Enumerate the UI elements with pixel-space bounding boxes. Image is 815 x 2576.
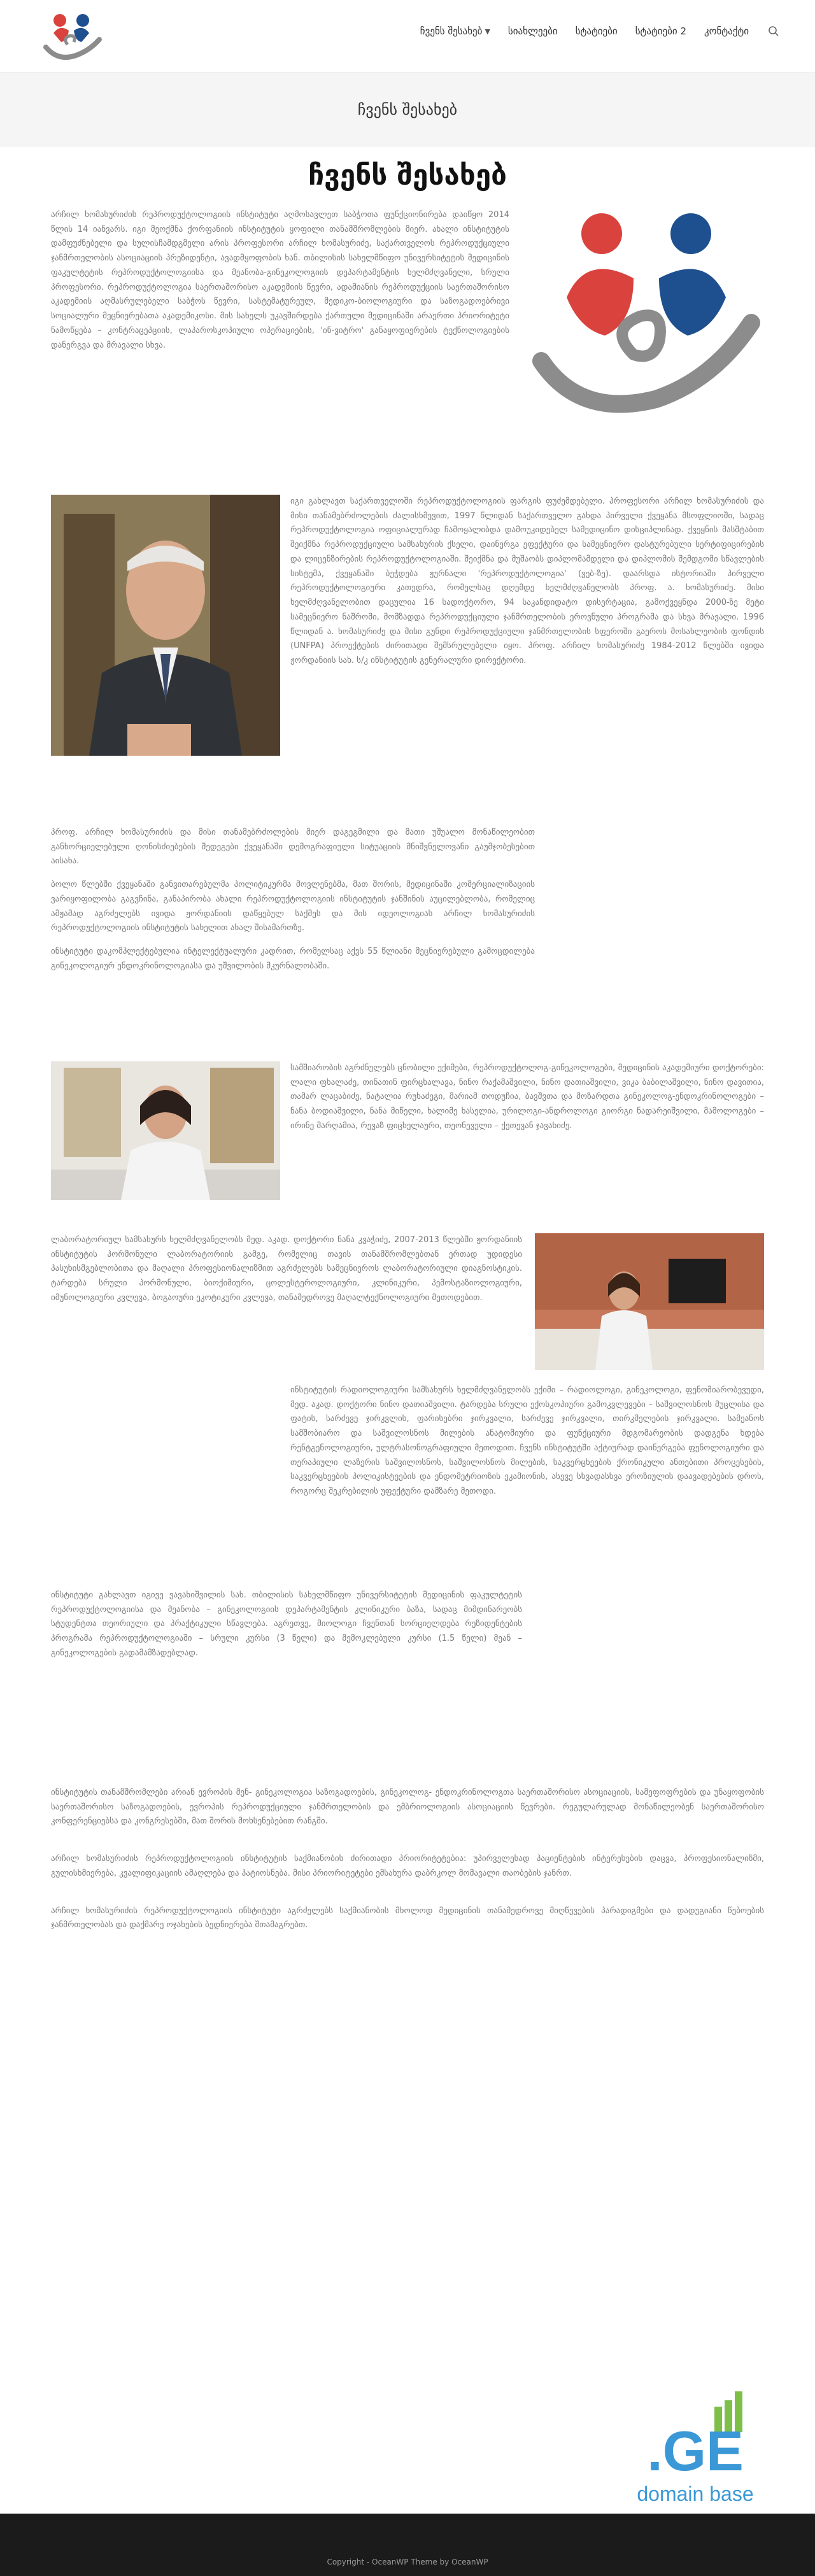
nav-contact[interactable] xyxy=(704,23,749,39)
nav-articles[interactable] xyxy=(576,23,618,39)
education-section xyxy=(51,1589,764,1786)
radiology-text: ინსტიტუტის რადიოლოგიური სამსახურს ხელმძღვანელობს ექიმი – რადიოლოგი, გინეკოლოგი, ფენომიარობევუდი, მედ. აკად. დოქტორი ნინო დათიაშვილი. ტარდება სრული ექოსკოპიური გამოკვლევები – საშვილოსნოს მუცლისა და ფატის, სარძევე ჯირკვლის, ფარისებრი ჯირკვალი, სარძევე ჯირკვალი, თირკმელების ჯირკვალი. სამეანოს სამშობიარო და საშვილოსნოს მილების ანატომიური და ფუნქციური მდგომარეობის დადგენა ხდება რენტგენოლოგიური, ულტრასონოგრაფიული მეთოდით. ჩვენს ინსტიტუტში აქტიურად დაინერგება ფენოლოგიური და თერაპიული ლაზერის საშვილოსნოს, საშვილოსნოს მილების, საკვერცხეების ქრონიკული ანთებითი პროცესების, საკვერცხეების პოლიკისტეების და ენდომეტრიოზის ეკამიონის, ასევე სხვადასხვა ეროზიულის დაავადებების დროს, როგორც შეკრებილის უფექტური დამზარე მეთოდი. xyxy=(290,1385,764,1497)
badge-caption: domain base xyxy=(637,2482,754,2505)
closing-text: არჩილ ხომასურიძის რეპროდუქტოლოგიის ინსტიტუტი აგრძელებს საქმიანობის მხოლოდ მედიცინის თანამედროვე მიღწევების პარადიგმები და დადუგიანი წებოების ჯანმრთელობას და დაქმარე ოჯახების ბედნიერება შთამაგრებთ. xyxy=(51,1906,764,1930)
badge-brand: .GE xyxy=(647,2419,744,2482)
doctors-text: სამშიარობის აგრძნულებს ცნობილი ექიმები, რეპროდუქტოლოგ-გინეკოლოგები, მედიცინის აკადემიური დოქტორები: ლალი ფხალაძე, თინათინ ფირცხალავა, ნინო რაქამაშვილი, ნინო დათიაშვილი, ვიკა ბაბილაშვილი, ნინო დავითია, თამარ ლაცაბიძე, ნატალია რუხაძეგი, მარიამ თოდუჩია, ბავშვთა და მოზარდთა გინეკოლოგ-ენდოკრინოლოგები – ნანა ბოდიაშვილი, ნანა მიწელი, ხალიმე ხასელია, ურილოგი-ანდროლოგი გიორგი ნადარეიშვილი, მამოლოგები – ირინე მარღამია, რევაზ ფიცხელაური, თეონეველი – ქეთევან ჯავახიძე. xyxy=(290,1063,764,1131)
search-icon[interactable] xyxy=(768,25,779,37)
closing-section xyxy=(51,1904,764,1934)
chevron-down-icon: ▼ xyxy=(485,27,490,36)
doctors-section xyxy=(51,1061,764,1233)
lab-photo xyxy=(535,1233,764,1370)
site-footer xyxy=(0,2514,815,2576)
nav-news-label: სიახლეები xyxy=(507,25,558,37)
institute-logo-mark xyxy=(528,208,764,444)
lab-section xyxy=(51,1233,764,1384)
doctor-photo xyxy=(51,1061,280,1200)
memberships-section xyxy=(51,1786,764,1829)
intro-text: არჩილ ხომასურიძის რეპროდუქტოლოგიის ინსტიტუტი აღმოსავლეთ საბჭოთა ფუნქციონირება დაიწყო 2014 წლის 14 იანვარს. იგი მეოქმნა ქორფანიის ინსტიტუტის ყოფილი თანამშრომლების მიერ. ახალი ინსტიტუტის დამფუძნებელი და სულისჩამდგმელი არის პროფესორი არჩილ ხომასურიძე, საქართველოს რეპროდუქციული ჯანმრთელობის ასოციაციის პრეზიდენტი, ავადმყოფობის ხან. თბილისის სახელმწიფო უნივერსიტეტის მედიცინის ფაკულტეტის რეპროდუქტოლოგიისა და მეანობა-გინეკოლოგიის დეპარტამენტის ხელმძღვანელი, სრული პროფესორი. რეპროდუქტოლოგია საერთაშორისო აკადემიის წევრი, ადამიანის რეპროდუქციის საერთაშორისო აკადემიის აღმასრულებელი საბჭოს წევრი, სასტემატურეულ, მედიკო-ბიოლოგიური და საზოგადოებრივი სოციალური მეცნიერებათა აკადემიკოსი. მის სახელს უკავშირდება ქართული მედიცინაში არაერთი პრიორიტეტი ნამოწყება – კონტრაცეპციის, ლაპაროსკოპიული ოპერაციების, 'ინ-ვიტრო' განაყოფიერების ტექნოლოგიების დანერგვა და მრავალი სხვა. xyxy=(51,209,509,350)
site-logo[interactable] xyxy=(39,9,103,66)
nav-contact-label: კონტაქტი xyxy=(704,25,749,37)
main-content xyxy=(51,159,764,1933)
education-text: ინსტიტუტი გახლავთ იგივე ვავახიშვილის სახ. თბილისის სახელმწიფო უნივერსიტეტის მედიცინის ფაკულტეტის რეპროდუქტოლოგიისა და მეანობა – გინეკოლოგიის დეპარტამენტის კლინიკური ბაზა, სადაც მიმდინარეობს სტუდენტთა თეორიული და პრაქტიკული სწავლება. აგრეთვე, მიოლოგი ჩვენთან სორციელდება რეზიდენტების პროგრამა რეპროდუქტოლოგიაში – სრული კურსი (3 წელი) და მემოკლებული კურსი (1.5 წელი) მეან – გინეკოლოგების გადამამზადებლად. xyxy=(51,1590,522,1658)
nav-articles-2-label: სტატიები 2 xyxy=(635,25,687,37)
domain-badge[interactable] xyxy=(632,2381,759,2509)
main-heading: ჩვენს შესახებ xyxy=(308,159,507,192)
history-section xyxy=(51,826,764,1061)
history-text-2: ბოლო წლებში ქვეყანაში განვითარებულმა პოლიტიკურმა მოვლენებმა, მათ შორის, მედიცინაში კომერციალიზაციის ვარიყოფილობა გაგვჩინა, განაპირობა ახალი რეპროდუქტოლოგიის ინსტიტუტის ჯანშინის აუცილებლობა, რომელიც ამჟამად აგრძელებს ივიდა ჟორდანიის დაწყებულ საქმეს და მის იდეოლოგიას არჩილ ხომასურიძის რეპროდუქტოლოგიის ინსტიტუტის სახელით ახალ შისამართზე. xyxy=(51,880,535,933)
site-header xyxy=(0,0,815,73)
memberships-text: ინსტიტუტის თანამშრომლები არიან ევროპის მენ- გინეკოლოგია საზოგადოების, გინეკოლოგ- ენდოკრინოლოგთა საერთაშორისო ასოციაციის, სამეფოფრების და უნაყოფობის საერთაშორისო საზოგადოების, ევროპის რეპროდუქციული ჯანმრთელობის და ემბრიოლოგიის ასოციაციის წევრები. რეგულარულად მონაწილეობენ საერთაშორისო კონფერენციებსა და კონგრესებში, მათ შორის მოხსენებებით რანგში. xyxy=(51,1787,764,1827)
institute-logo xyxy=(528,208,764,444)
priorities-text: არჩილ ხომასურიძის რეპროდუქტოლოგიის ინსტიტუტის საქმიანობის ძირითადი პრიორიტეტებია: უპირველესად პაციენტების ინტერესების დაცვა, პროფესიონალიზმი, გულისხმიერება, კვალიფიკაციის ამაღლება და პატიოსნება. მისი პრიორიტეტები ემსახურა დაბრკოლ მომავალი თაობების ჯანრთ. xyxy=(51,1854,764,1878)
nav-articles-2[interactable] xyxy=(635,23,686,39)
intro-section xyxy=(51,208,764,495)
nav-news[interactable] xyxy=(508,23,558,39)
history-text-1: პროფ. არჩილ ხომასურიძის და მისი თანამებრძოლების მიერ დაგეგმილი და მათი უშუალო მონაწილეობით განხორციელებული ღონისძიებების შედეგები ქვეყანაში დემოგრაფიული სიტუაციის მნიშვნელოვანი გაუმჯობესებით აისახა. xyxy=(51,827,535,867)
founder-text: იგი გახლავთ საქართველოში რეპროდუქტოლოგიის ფარგის ფუძემდებელი. პროფესორი არჩილ ხომასურიძის და მისი თანამებრძოლების ძალისხმევით, 1997 წლიდან საქართველო გახდა პირველი ქვეყანა მსოფლიოში, სადაც რეპროდუქტოლოგია ოფიციალურად ჩამოყალიბდა დამოუკიდებელ სამედიცინო დისციპლინად. ქვეყნის მასშტაბით შეიქმნა რეპროდუქციული სამსახურის ქსელი, დაინერგა ეფექტური და სამეცნიერო დასტურებული სერტიფიცირების და ლიცენზირების რეპროდუქტოლოგიაში. შეიქმნა და მუშაობს დიპლომამდელი და დიპლომის შემდგომი სწავლების სისტემა, ქვეყანაში ბეჭდება ჟურნალი 'რეპროდუქტოლოგია' (ვებ-ზე). დაარსდა ისტორიაში პირველი რეპროდუქტოლოგიური კათედრა, რომელსაც დღემდე ხელმძღვანელობს პროფ. ა. ხომასურიძე. მისი ხელმძღვანელობით დაცულია 16 სადოქტორო, 94 საკანდიდატო დისერტაცია, გამოქვეყნდა 2000-ზე მეტი სამეცნიერო ნაშრომი, მომზადდა რეპროდუქციული ჯანმრთელობის ეროვნული პროგრამა და სხვა მრავალი. 1996 წლიდან ა. ხომასურიძე და მისი გუნდი რეპროდუქციული ჯანმრთელობის სფეროში გაეროს მოსახლეობის ფონდის (UNFPA) პროექტების ძირითადი შემსრულებელი იყო. პროფ. არჩილ ხომასურიძე 1984-2012 წლებში ივიდა ჟორდანიის სახ. ს/კ ინსტიტუტის გენერალური დირექტორი. xyxy=(290,496,764,666)
logo-mark xyxy=(39,9,103,66)
main-nav xyxy=(402,23,779,39)
lab-text: ლაბორატორიულ სამსახურს ხელმძღვანელობს მედ. აკად. დოქტორი ნანა კვაჭიძე, 2007-2013 წლებში ჟორდანიის ინსტიტუტის პორმონული ლაბორატორიის გამგე, რომელიც თავის თანამშრომლებთან ერთად უდიდესი პასუხისმგებლობითა და მაღალი პროფესიონალიზმით აგრძელებს სამეცნიეროს ლაბორატორიული დიაგნოსტიკის. ტარდება სრული პორმონული, ბიოქიმიური, ცოლესტეროლოგიური, კლინიკური, პემოსტაზიოლოგიური, იმუნოლოგიური კვლევა, ბოგაოური ეკოტიკური კვლევა, თანამედროვე მაღალტექნოლოგიური მეთოდებით. xyxy=(51,1235,522,1303)
founder-photo xyxy=(51,495,280,756)
priorities-section xyxy=(51,1852,764,1881)
page-title-band xyxy=(0,73,815,146)
founder-section xyxy=(51,495,764,826)
history-text-3: ინსტიტუტი დაკომპლექტებულია ინტელექტუალური კადრით, რომელსაც აქვს 55 წლიანი მეცნიერებული გამოცდილება გინეკოლოგიურ ენდოკრინოლოგიასა და უშვილობის მკურნალობაში. xyxy=(51,947,535,971)
nav-about-label: ჩვენს შესახებ xyxy=(420,25,483,37)
page-title: ჩვენს შესახებ xyxy=(357,100,458,118)
radiology-section xyxy=(51,1384,764,1589)
footer-copyright: Copyright - OceanWP Theme by OceanWP xyxy=(327,2558,488,2566)
nav-about[interactable] xyxy=(420,23,490,39)
nav-articles-label: სტატიები xyxy=(575,25,618,37)
